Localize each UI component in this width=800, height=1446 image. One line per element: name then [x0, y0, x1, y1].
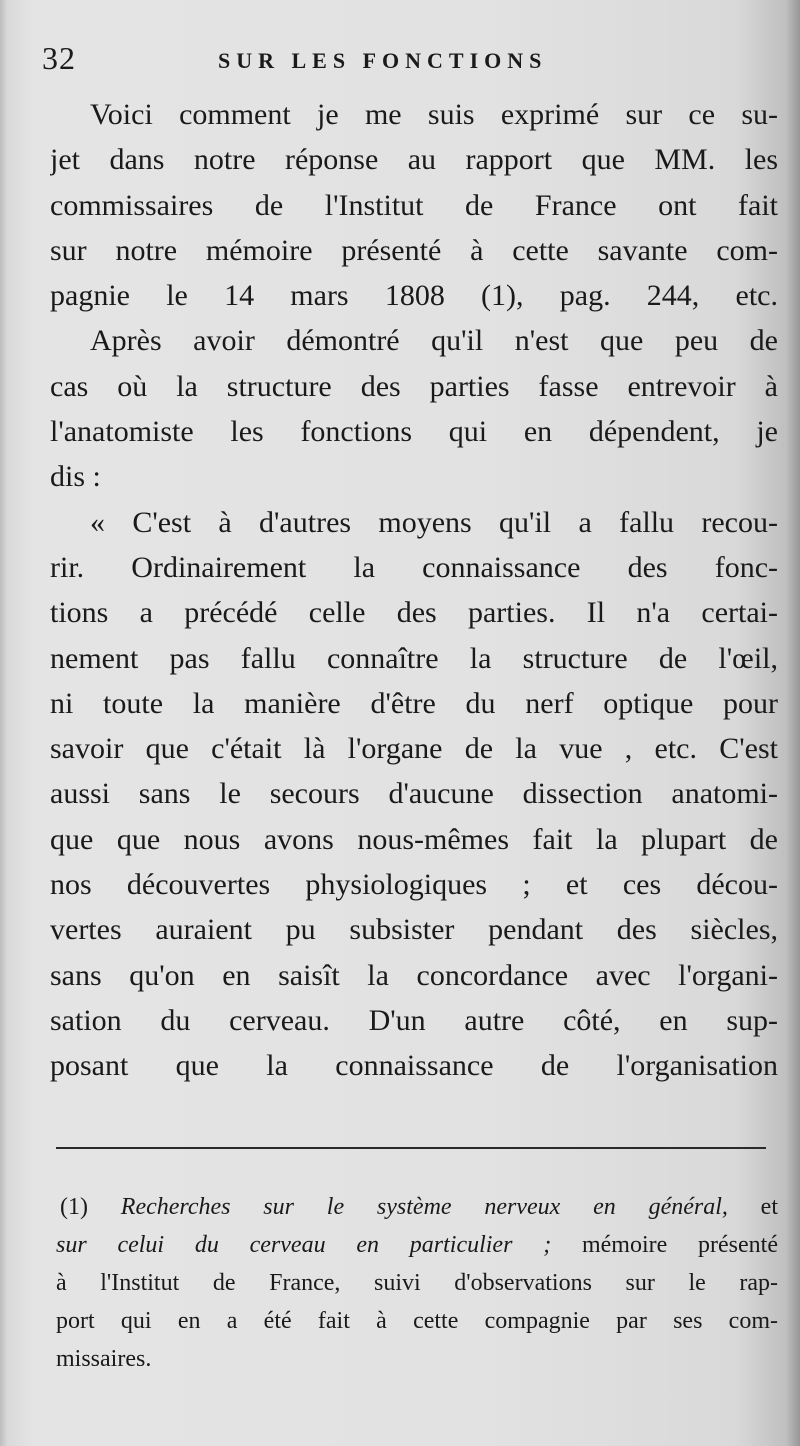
- text-line: ni toute la manière d'être du nerf optique pour: [50, 686, 778, 720]
- text-line: vertes auraient pu subsister pendant des siècles,: [50, 913, 778, 947]
- footnote-line: à l'Institut de France, suivi d'observations sur le rap-: [56, 1270, 778, 1296]
- text-line: nos découvertes physiologiques ; et ces décou-: [50, 868, 778, 902]
- text-line: nement pas fallu connaître la structure de l'œil,: [50, 641, 778, 675]
- body-text: [50, 92, 778, 1089]
- text-line: « C'est à d'autres moyens qu'il a fallu recou-: [90, 505, 778, 539]
- text-line: sation du cerveau. D'un autre côté, en sup-: [50, 1003, 778, 1037]
- footnote-line: missaires.: [56, 1346, 152, 1372]
- footnote-line: [56, 1188, 778, 1226]
- text-line: posant que la connaissance de l'organisation: [50, 1049, 778, 1083]
- page-header: [40, 40, 780, 84]
- text-line: savoir que c'était là l'organe de la vue , etc. C'est: [50, 732, 778, 766]
- running-head: SUR LES FONCTIONS: [218, 48, 548, 73]
- page-number: 32: [42, 40, 76, 76]
- text-line: Voici comment je me suis exprimé sur ce su-: [90, 98, 778, 131]
- text-line: l'anatomiste les fonctions qui en dépendent, je: [50, 415, 778, 449]
- footnote-line: port qui en a été fait à cette compagnie par ses com-: [56, 1308, 778, 1334]
- page-left-edge: [0, 0, 8, 1446]
- text-line: aussi sans le secours d'aucune dissection anatomi-: [50, 777, 778, 811]
- footnote-title-cont: sur celui du cerveau en particulier ;: [56, 1232, 552, 1258]
- text-line: que que nous avons nous-mêmes fait la plupart de: [50, 822, 778, 856]
- footnote-marker: (1): [60, 1194, 88, 1220]
- footnote-title: Recherches sur le système nerveux en général,: [120, 1194, 728, 1220]
- footnote-rule: [56, 1147, 766, 1149]
- footnote: [56, 1188, 778, 1378]
- text-line: cas où la structure des parties fasse entrevoir à: [50, 369, 778, 403]
- text-line: sur notre mémoire présenté à cette savante com-: [50, 233, 778, 267]
- footnote-text: mémoire présenté: [551, 1232, 778, 1258]
- text-line: sans qu'on en saisît la concordance avec l'organi-: [50, 958, 778, 992]
- text-line: commissaires de l'Institut de France ont fait: [50, 188, 778, 222]
- text-line: pagnie le 14 mars 1808 (1), pag. 244, etc.: [50, 279, 778, 313]
- footnote-text: et: [727, 1194, 778, 1220]
- page-gutter-shadow: [786, 0, 800, 1446]
- text-line: dis :: [50, 460, 101, 494]
- footnote-line: [56, 1226, 778, 1264]
- text-line: rir. Ordinairement la connaissance des fonc-: [50, 550, 778, 584]
- text-line: Après avoir démontré qu'il n'est que peu de: [90, 324, 778, 358]
- text-line: tions a précédé celle des parties. Il n'a certai-: [50, 596, 778, 630]
- text-line: jet dans notre réponse au rapport que MM. les: [50, 143, 778, 177]
